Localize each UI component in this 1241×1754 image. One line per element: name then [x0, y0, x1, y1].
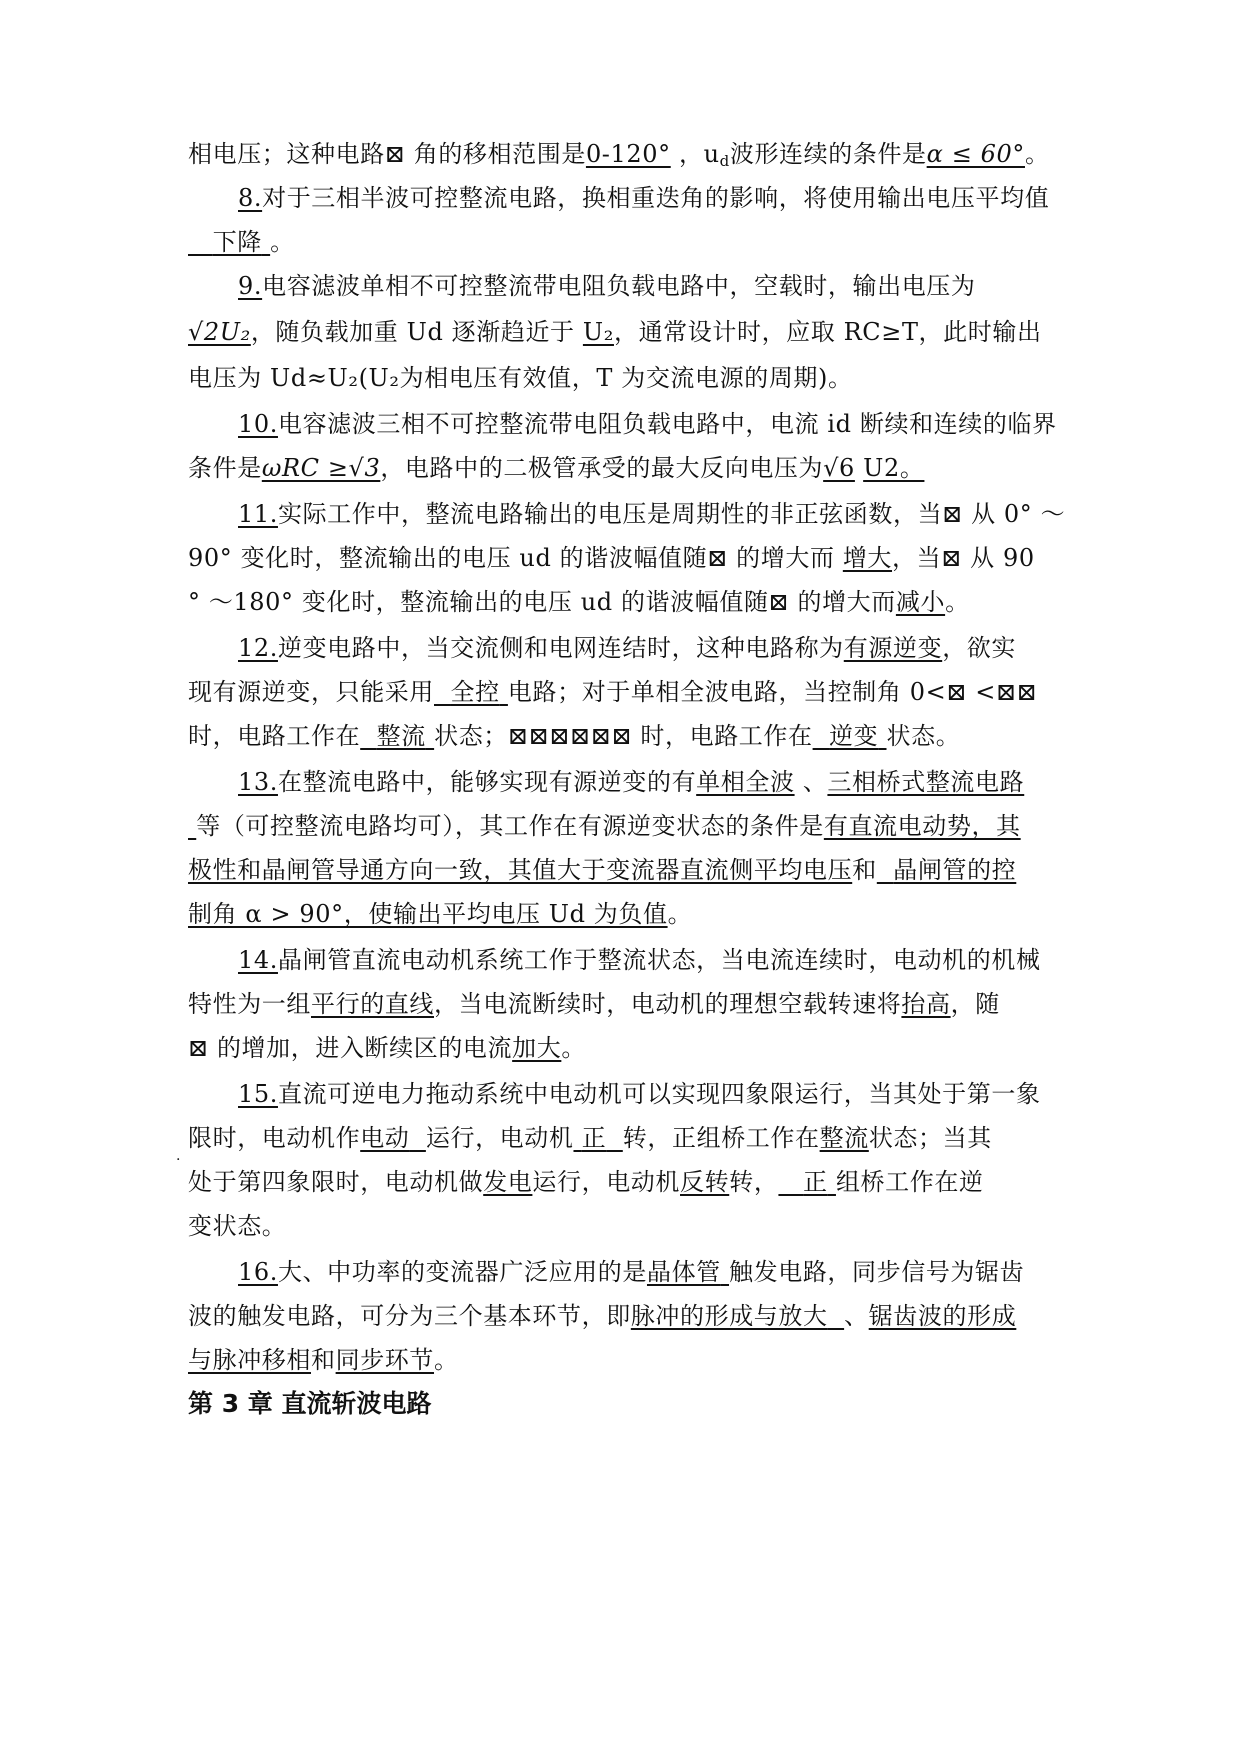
answer-blank: 下降 [212, 228, 262, 256]
text-line: 电压为 Ud≈U₂(U₂为相电压有效值，T 为交流电源的周期)。 [188, 364, 853, 392]
answer-blank: ωRC ≥√3 [261, 454, 381, 482]
answer-blank: √6 [823, 454, 855, 482]
question-number: 14. [238, 946, 278, 974]
text-line: √2U₂，随负载加重 Ud 逐渐趋近于 U₂，通常设计时，应取 RC≥T，此时输出 [188, 318, 1042, 346]
text-line: 波的触发电路，可分为三个基本环节，即脉冲的形成与放大 、锯齿波的形成 [188, 1302, 1017, 1330]
answer-blank: 发电 [483, 1168, 533, 1196]
text-line: 时，电路工作在 整流 状态；⊠⊠⊠⊠⊠⊠ 时，电路工作在 逆变 状态。 [188, 722, 961, 750]
answer-blank: 单相全波 [696, 768, 795, 796]
answer-blank: α ≤ 60° [926, 140, 1025, 168]
answer-blank: U₂ [582, 318, 614, 346]
text-line: ° ～180° 变化时，整流输出的电压 ud 的谐波幅值随⊠ 的增大而减小。 [188, 588, 970, 616]
question-9: 9.电容滤波单相不可控整流带电阻负载电路中，空载时，输出电压为 [238, 272, 976, 300]
text-line: ⊠ 的增加，进入断续区的电流加大。 [188, 1034, 586, 1062]
answer-blank: 反转 [680, 1168, 730, 1196]
text-line: 下降 。 [188, 224, 1058, 260]
answer-blank: 有源逆变 [843, 634, 943, 662]
text-line: 与脉冲移相和同步环节。 [188, 1346, 459, 1374]
answer-blank: 0-120° [585, 140, 671, 168]
text-line: 限时，电动机作电动 运行，电动机 正 转，正组桥工作在整流状态；当其 [188, 1124, 992, 1152]
question-14: 14.晶闸管直流电动机系统工作于整流状态，当电流连续时，电动机的机械 [238, 946, 1041, 974]
answer-blank: 有直流电动势，其 [823, 812, 1021, 840]
question-number: 12. [238, 634, 278, 662]
answer-blank: 正 [803, 1168, 828, 1196]
question-12: 12.逆变电路中，当交流侧和电网连结时，这种电路称为有源逆变，欲实 [238, 634, 1016, 662]
answer-blank: 与脉冲移相 [188, 1346, 311, 1374]
question-number: 10. [238, 410, 278, 438]
question-number: 11. [238, 500, 278, 528]
text-line: 变状态。 [188, 1212, 287, 1240]
text-line: 条件是ωRC ≥√3，电路中的二极管承受的最大反向电压为√6 U2。 [188, 454, 925, 482]
chapter-heading: 第 3 章 直流斩波电路 [188, 1389, 432, 1418]
answer-blank: 极性和晶闸管导通方向一致，其值大于变流器直流侧平均电压 [188, 856, 853, 884]
question-number: 9. [238, 272, 263, 300]
answer-blank: 晶体管 [646, 1258, 721, 1286]
question-number: 13. [238, 768, 278, 796]
answer-blank: 同步环节 [335, 1346, 435, 1374]
text-line: 现有源逆变，只能采用 全控 电路；对于单相全波电路，当控制角 0<⊠ <⊠⊠ [188, 678, 1038, 706]
answer-blank: 晶闸管的控 [893, 856, 1017, 884]
answer-blank: 减小 [895, 588, 946, 616]
text-line: 90° 变化时，整流输出的电压 ud 的谐波幅值随⊠ 的增大而 增大，当⊠ 从 90 [188, 544, 1035, 572]
question-8: 8.对于三相半波可控整流电路，换相重迭角的影响，将使用输出电压平均值 [238, 184, 1050, 212]
answer-blank: 平行的直线 [311, 990, 434, 1018]
question-number: 16. [238, 1258, 278, 1286]
question-number: 8. [238, 184, 263, 212]
answer-blank: 加大 [512, 1034, 562, 1062]
answer-blank: 正 [581, 1124, 607, 1152]
answer-blank: 整流 [819, 1124, 869, 1152]
answer-blank: 整流 [376, 722, 426, 750]
answer-blank: 锯齿波的形成 [868, 1302, 1017, 1330]
answer-blank: 抬高 [901, 990, 951, 1018]
stray-mark: . [176, 1148, 181, 1164]
answer-blank: 逆变 [829, 722, 879, 750]
question-13: 13.在整流电路中，能够实现有源逆变的有单相全波 、三相桥式整流电路 [238, 768, 1025, 796]
question-10: 10.电容滤波三相不可控整流带电阻负载电路中，电流 id 断续和连续的临界 [238, 410, 1057, 438]
text-line: 制角 α > 90°，使输出平均电压 Ud 为负值。 [188, 900, 693, 928]
answer-blank: √2U₂ [188, 318, 251, 346]
question-number: 15. [238, 1080, 278, 1108]
answer-blank: 全控 [450, 678, 500, 706]
answer-blank: 增大 [842, 544, 893, 572]
answer-blank: 脉冲的形成与放大 [630, 1302, 828, 1330]
question-16: 16.大、中功率的变流器广泛应用的是晶体管 触发电路，同步信号为锯齿 [238, 1258, 1025, 1286]
text-line: 特性为一组平行的直线，当电流断续时，电动机的理想空载转速将抬高，随 [188, 990, 1000, 1018]
text-line: 处于第四象限时，电动机做发电运行，电动机反转转， 正 组桥工作在逆 [188, 1168, 984, 1196]
question-15: 15.直流可逆电力拖动系统中电动机可以实现四象限运行，当其处于第一象 [238, 1080, 1041, 1108]
text-line: 极性和晶闸管导通方向一致，其值大于变流器直流侧平均电压和 晶闸管的控 [188, 856, 1017, 884]
answer-blank: 三相桥式整流电路 [827, 768, 1025, 796]
answer-blank: 制角 α > 90°，使输出平均电压 Ud 为负值 [188, 900, 668, 928]
answer-blank: 电动 [360, 1124, 410, 1152]
text-line: 等（可控整流电路均可），其工作在有源逆变状态的条件是有直流电动势，其 [196, 812, 1021, 840]
question-11: 11.实际工作中，整流电路输出的电压是周期性的非正弦函数，当⊠ 从 0° ～ [238, 500, 1066, 528]
text-line: 相电压；这种电路⊠ 角的移相范围是0-120° ，$u_d$波形连续的条件是α ≤ 60°。 [188, 140, 1050, 170]
